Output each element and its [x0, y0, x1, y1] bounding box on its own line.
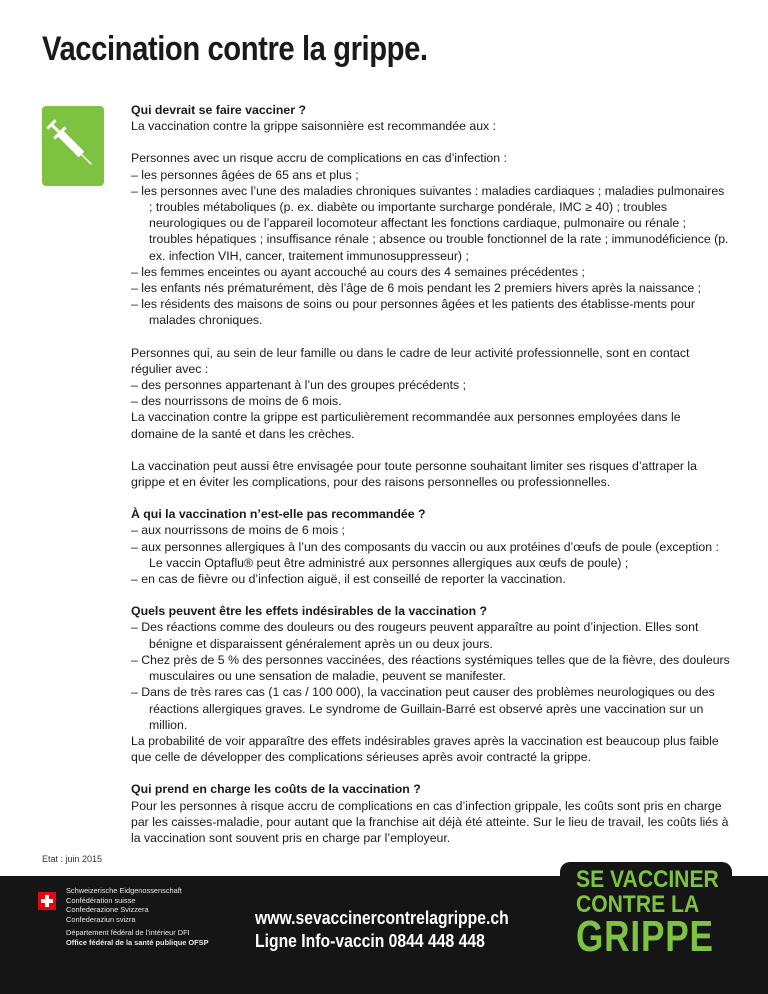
website-link[interactable]: www.sevaccinercontrelagrippe.ch [255, 907, 509, 928]
section-heading: À qui la vaccination n’est-elle pas recommandée ? [131, 507, 426, 522]
section-who [131, 102, 731, 134]
list-item: – aux nourrissons de moins de 6 mois ; [131, 523, 345, 538]
contact-info [255, 906, 509, 952]
swiss-cross-icon [38, 892, 56, 910]
confederation-name: Confédération suisse [66, 895, 136, 905]
list-item: – Des réactions comme des douleurs ou des rougeurs peuvent apparaître au point d’injection. Elles sont bénigne et disparaissent généralement après un ou deux jours. [131, 620, 699, 651]
list-item: – les enfants nés prématurément, dès l’âge de 6 mois pendant les 2 premiers hivers après la naissance ; [131, 281, 702, 296]
list-item: – les personnes avec l’une des maladies chroniques suivantes : maladies cardiaques ; maladies pulmonaires ; troubles métaboliques (p. ex. diabète ou importante surcharge pondérale, IMC ≥ 40) ; troubles neurologiques ou de l’appareil locomoteur affectant les fonctions cardiaque, pulmonaire ou rénale ; troubles hépatiques ; insuffisance rénale ; absence ou trouble fonctionnel de la rate ; immunodéficience (p. ex. infection VIH, cancer, traitement immunosuppresseur) ; [131, 183, 729, 263]
section-intro: La vaccination contre la grippe saisonnière est recommandée aux : [131, 119, 497, 134]
office-name: Office fédéral de la santé publique OFSP [66, 937, 209, 947]
paragraph: La vaccination peut aussi être envisagée pour toute personne souhaitant limiter ses risques d’attraper la grippe et en éviter les complications, pour des raisons personnelles ou professionnelles. [131, 458, 697, 490]
confederation-name: Confederaziun svizra [66, 914, 136, 924]
confederation-name: Schweizerische Eidgenossenschaft [66, 886, 182, 895]
slogan-line: CONTRE LA [576, 891, 700, 918]
contact-group-list [131, 345, 731, 442]
section-heading: Quels peuvent être les effets indésirables de la vaccination ? [131, 604, 488, 619]
publication-date: Etat : juin 2015 [42, 854, 103, 864]
slogan-line: GRIPPE [576, 912, 714, 961]
list-item: – Dans de très rares cas (1 cas / 100 000), la vaccination peut causer des problèmes neurologiques ou des réactions allergiques graves. Le syndrome de Guillain-Barré est observé après une vaccination sur un million. [131, 685, 715, 732]
paragraph: Pour les personnes à risque accru de complications en cas d’infection grippale, les coûts sont pris en charge par les caisses-maladie, pour autant que la franchise ait déjà été atteinte. Sur le lieu de travail, les coûts liés à la vaccination sont souvent pris en charge par l’employeur. [131, 798, 729, 845]
hotline-number: Ligne Info-vaccin 0844 448 448 [255, 930, 485, 951]
paragraph: La vaccination contre la grippe est particulièrement recommandée aux personnes employées dans le domaine de la santé et dans les crèches. [131, 410, 681, 441]
list-item: – des nourrissons de moins de 6 mois. [131, 394, 342, 409]
campaign-logo [560, 862, 732, 964]
list-intro: Personnes qui, au sein de leur famille ou dans le cadre de leur activité professionnelle, sont en contact régulier avec : [131, 345, 690, 376]
list-item: – des personnes appartenant à l’un des groupes précédents ; [131, 378, 466, 393]
slogan-line: SE VACCINER [576, 866, 719, 893]
document-body [131, 102, 731, 862]
confederation-name: Confederazione Svizzera [66, 905, 149, 915]
department-info [66, 928, 209, 947]
section-side-effects [131, 603, 731, 765]
list-item: – en cas de fièvre ou d’infection aiguë, il est conseillé de reporter la vaccination. [131, 572, 566, 587]
section-heading: Qui devrait se faire vacciner ? [131, 103, 306, 117]
section-heading: Qui prend en charge les coûts de la vaccination ? [131, 782, 421, 797]
department-name: Département fédéral de l’intérieur DFI [66, 928, 190, 937]
list-item: – aux personnes allergiques à l’un des composants du vaccin ou aux protéines d’œufs de poule (exception : Le vaccin Optaflu® peut être administré aux personnes allergiques aux œufs de poule) ; [131, 539, 719, 570]
section-costs [131, 781, 731, 846]
page-title: Vaccination contre la grippe. [42, 30, 428, 68]
risk-group-list [131, 150, 731, 328]
syringe-icon [42, 106, 104, 186]
general-note [131, 458, 731, 490]
list-item: – les femmes enceintes ou ayant accouché au cours des 4 semaines précédentes ; [131, 264, 585, 279]
list-intro: Personnes avec un risque accru de complications en cas d’infection : [131, 151, 507, 166]
list-item: – les personnes âgées de 65 ans et plus ; [131, 167, 359, 182]
confederation-names [66, 886, 182, 924]
paragraph: La probabilité de voir apparaître des effets indésirables graves après la vaccination est beaucoup plus faible que celle de développer des complications sérieuses après avoir contracté la grippe. [131, 733, 719, 765]
list-item: – les résidents des maisons de soins ou pour personnes âgées et les patients des établisse-ments pour malades chroniques. [131, 297, 695, 328]
list-item: – Chez près de 5 % des personnes vaccinées, des réactions systémiques telles que de la fièvre, des douleurs musculaires ou une sensation de maladie, peuvent se manifester. [131, 652, 730, 684]
section-not-recommended [131, 506, 731, 587]
